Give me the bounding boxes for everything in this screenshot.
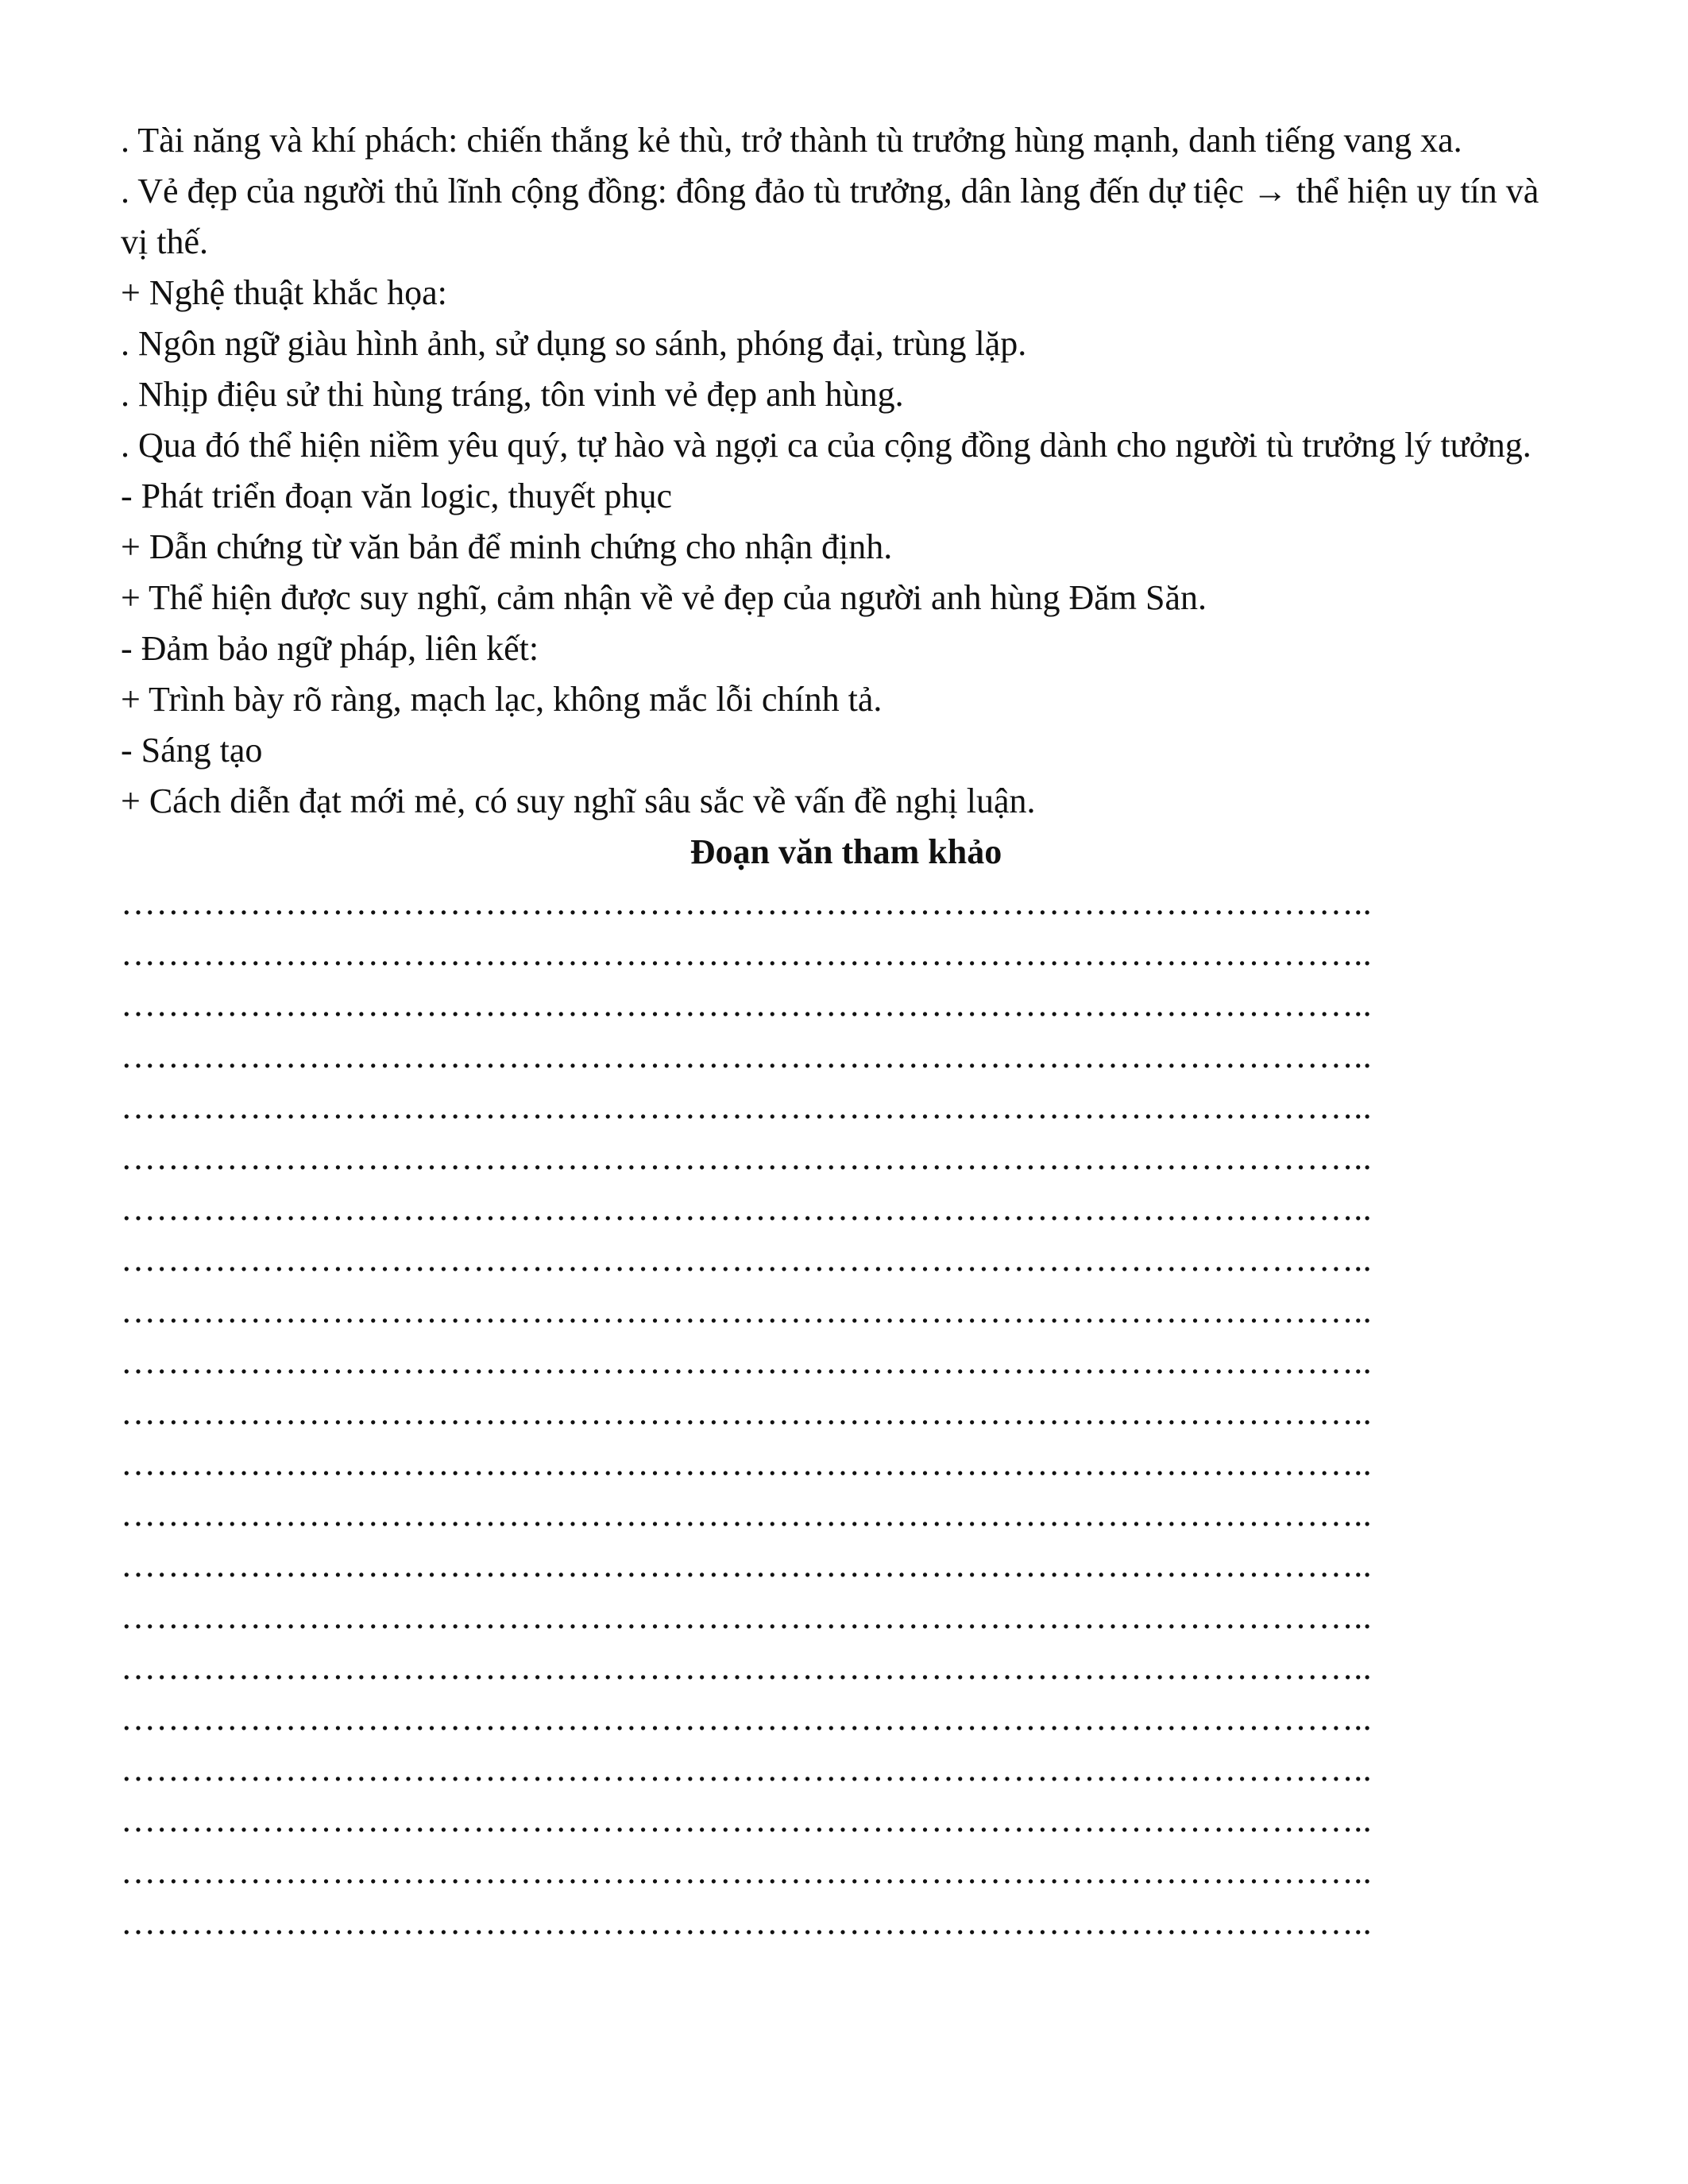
- paragraph-creativity: - Sáng tạo: [121, 731, 263, 770]
- paragraph-novel-expression: + Cách diễn đạt mới mẻ, có suy nghĩ sâu sắc về vấn đề nghị luận.: [121, 781, 1036, 820]
- dotted-answer-line: ……………………………………………………………………………………………..: [121, 1392, 1372, 1432]
- dotted-answer-line: ……………………………………………………………………………………………..: [121, 1851, 1372, 1891]
- dotted-answer-line: ……………………………………………………………………………………………..: [121, 1291, 1372, 1330]
- reference-paragraph-heading: Đoạn văn tham khảo: [689, 832, 1002, 871]
- dotted-answer-line: ……………………………………………………………………………………………..: [121, 1240, 1372, 1279]
- dotted-answer-line: ……………………………………………………………………………………………..: [121, 985, 1372, 1024]
- paragraph-develop: - Phát triển đoạn văn logic, thuyết phục: [121, 477, 673, 515]
- dotted-answer-line: ……………………………………………………………………………………………..: [121, 1800, 1372, 1840]
- paragraph-art-heading: + Nghệ thuật khắc họa:: [121, 273, 447, 312]
- paragraph-evidence: + Dẫn chứng từ văn bản để minh chứng cho nhận định.: [121, 527, 893, 566]
- dotted-answer-line: ……………………………………………………………………………………………..: [121, 1750, 1372, 1789]
- dotted-answer-line: ……………………………………………………………………………………………..: [121, 1596, 1372, 1636]
- answer-lines: [121, 878, 1571, 1948]
- paragraph-clarity: + Trình bày rõ ràng, mạch lạc, không mắc lỗi chính tả.: [121, 680, 883, 719]
- dotted-answer-line: ……………………………………………………………………………………………..: [121, 1137, 1372, 1177]
- dotted-answer-line: ……………………………………………………………………………………………..: [121, 1341, 1372, 1381]
- dotted-answer-line: ……………………………………………………………………………………………..: [121, 1444, 1372, 1484]
- dotted-answer-line: ……………………………………………………………………………………………..: [121, 1545, 1372, 1585]
- document-body: [121, 115, 1571, 1948]
- dotted-answer-line: ……………………………………………………………………………………………..: [121, 1189, 1372, 1229]
- paragraph-thoughts: + Thể hiện được suy nghĩ, cảm nhận về vẻ đẹp của người anh hùng Đăm Săn.: [121, 578, 1207, 617]
- paragraph-leader-beauty: . Vẻ đẹp của người thủ lĩnh cộng đồng: đông đảo tù trưởng, dân làng đến dự tiệc → thể hiện uy tín và vị thế.: [121, 172, 1539, 261]
- paragraph-language: . Ngôn ngữ giàu hình ảnh, sử dụng so sánh, phóng đại, trùng lặp.: [121, 324, 1027, 363]
- dotted-answer-line: ……………………………………………………………………………………………..: [121, 1036, 1372, 1075]
- dotted-answer-line: ……………………………………………………………………………………………..: [121, 934, 1372, 974]
- paragraph-admiration: . Qua đó thể hiện niềm yêu quý, tự hào và ngợi ca của cộng đồng dành cho người tù trưởng lý tưởng.: [121, 426, 1532, 465]
- dotted-answer-line: ……………………………………………………………………………………………..: [121, 1699, 1372, 1738]
- dotted-answer-line: ……………………………………………………………………………………………..: [121, 1495, 1372, 1534]
- paragraph-grammar: - Đảm bảo ngữ pháp, liên kết:: [121, 629, 539, 668]
- paragraph-rhythm: . Nhịp điệu sử thi hùng tráng, tôn vinh vẻ đẹp anh hùng.: [121, 375, 904, 414]
- dotted-answer-line: ……………………………………………………………………………………………..: [121, 1647, 1372, 1687]
- dotted-answer-line: ……………………………………………………………………………………………..: [121, 883, 1372, 922]
- dotted-answer-line: ……………………………………………………………………………………………..: [121, 1902, 1372, 1942]
- document-page: [121, 115, 1571, 1948]
- paragraph-talent: . Tài năng và khí phách: chiến thắng kẻ thù, trở thành tù trưởng hùng mạnh, danh tiếng vang xa.: [121, 121, 1462, 160]
- dotted-answer-line: ……………………………………………………………………………………………..: [121, 1086, 1372, 1126]
